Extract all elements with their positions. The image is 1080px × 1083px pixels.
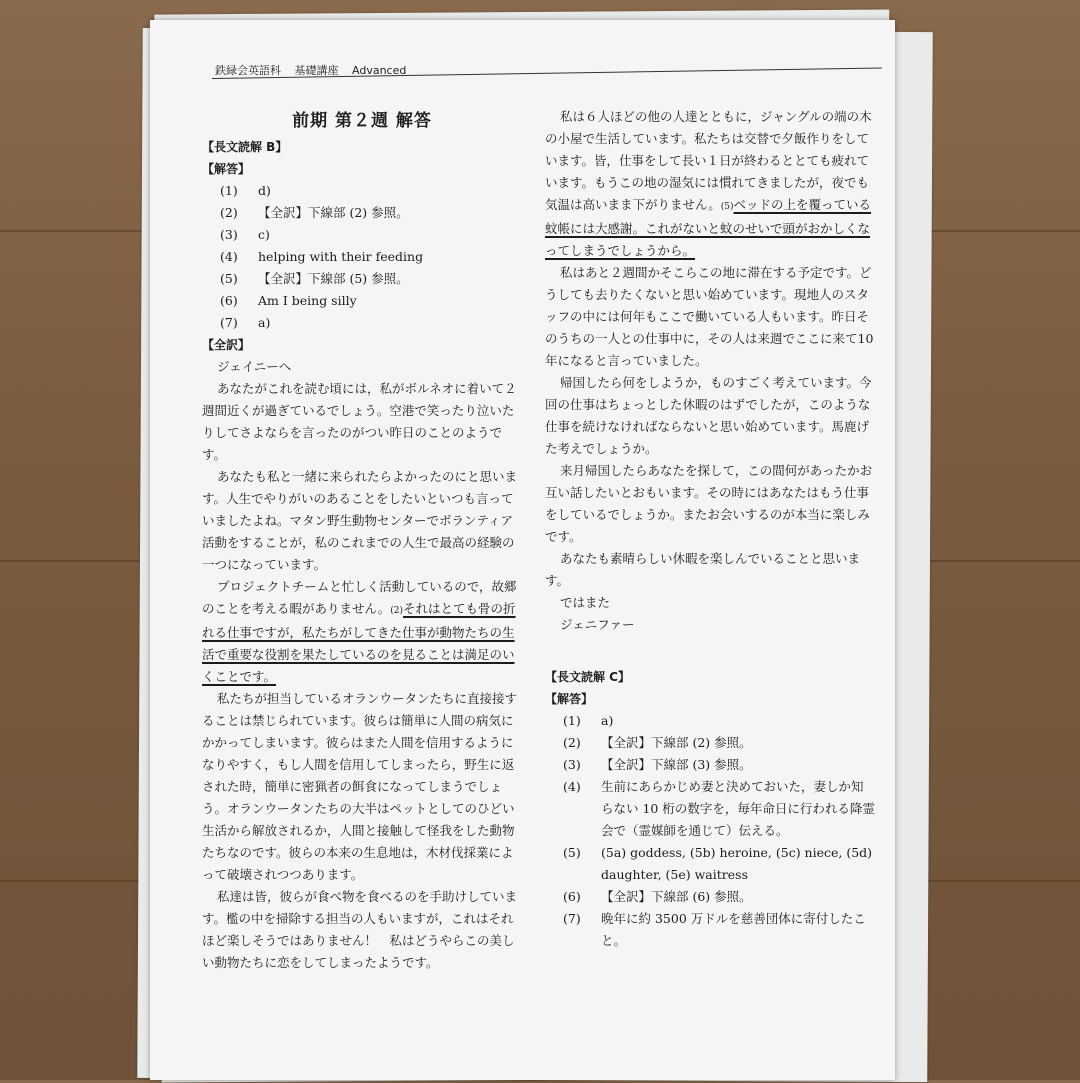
answer-text: helping with their feeding xyxy=(258,249,424,264)
answer-number: (3) xyxy=(563,757,581,772)
answer-item xyxy=(220,180,522,202)
answer-item xyxy=(563,842,875,886)
underlined-passage: それはとても骨の折れる仕事ですが，私たちがしてきた仕事が動物たちの生活で重要な役割を果たしているのを見ることは満足のいくことです。 xyxy=(202,601,516,684)
answer-text: 【全訳】下線部 (5) 参照。 xyxy=(258,271,409,286)
answer-number: (2) xyxy=(563,735,581,750)
header-level: Advanced xyxy=(352,64,407,77)
paragraph: 私たちが担当しているオランウータンたちに直接接することは禁じられています。彼らは簡単に人間の病気にかかってしまいます。彼らはまた人間を信用するようになりやすく，もし人間を信用してしまったら，野生に返された時，簡単に密猟者の餌食になってしまうでしょう。オランウータンたちの大半はペットとしてのひどい生活から解放されるか，人間と接触して怪我をした動物たちなのです。彼らの本来の生息地は，木材伐採業によって破壊されつつあります。 xyxy=(202,691,518,882)
answer-text: 晩年に約 3500 万ドルを慈善団体に寄付したこと。 xyxy=(601,911,866,948)
spacer xyxy=(545,636,875,666)
answer-text: c) xyxy=(258,227,270,242)
answer-item xyxy=(220,224,522,246)
answer-item xyxy=(563,732,875,754)
paragraph: あなたも私と一緒に来られたらよかったのにと思います。人生でやりがいのあることをしたいといつも言っていましたよね。マタン野生動物センターでボランティア活動をすることが，私のこれまでの人生で最高の経験の一つになっています。 xyxy=(202,469,518,572)
answer-number: (6) xyxy=(563,889,581,904)
answer-number: (7) xyxy=(220,315,238,330)
signature: ジェニファー xyxy=(560,617,635,632)
section-c-answers-label: 【解答】 xyxy=(545,692,594,706)
answer-item xyxy=(563,754,875,776)
answer-number: (1) xyxy=(220,183,238,198)
paragraph: 来月帰国したらあなたを探して，この間何があったかお互い話したいとおもいます。その時にはあなたはもう仕事をしているでしょうか。またお会いするのが本当に楽しみです。 xyxy=(545,463,873,544)
answer-item xyxy=(220,268,522,290)
answer-item xyxy=(563,710,875,732)
underline-marker: (2) xyxy=(390,606,404,616)
answer-item xyxy=(563,908,875,952)
paragraph-text: 私は６人ほどの他の人達とともに，ジャングルの端の木の小屋で生活しています。私たちは交替で夕飯作りをしています。皆，仕事をして長い１日が終わるととても疲れています。もうこの地の湿気には慣れてきましたが，夜でも気温は高いまま下がりません。 xyxy=(545,109,872,212)
paragraph: 私はあと２週間かそこらこの地に滞在する予定です。どうしても去りたくないと思い始めています。現地人のスタッフの中には何年もここで働いている人もいます。昨日そのうちの一人との仕事中に，その人は来週でここに来て10年になると言っていました。 xyxy=(545,265,874,368)
section-c-heading: 【長文読解 C】 xyxy=(545,670,630,684)
answer-text: a) xyxy=(601,713,614,728)
paragraph-text: プロジェクトチームと忙しく活動しているので，故郷のことを考える暇がありません。 xyxy=(202,579,517,616)
underlined-passage: ベッドの上を覆っている蚊帳には大感謝。これがないと蚊のせいで頭がおかしくなってしまうでしょうから。 xyxy=(545,197,872,258)
paragraph: 帰国したら何をしようか，ものすごく考えています。今回の仕事はちょっとした休暇のはずでしたが，このような仕事を続けなければならないと思い始めています。馬鹿げた考えでしょうか。 xyxy=(545,375,872,456)
answer-text: 【全訳】下線部 (3) 参照。 xyxy=(601,757,752,772)
underline-marker: (5) xyxy=(720,202,734,212)
answer-page xyxy=(150,20,895,1080)
answer-text: (5a) goddess, (5b) heroine, (5c) niece, (5d) daughter, (5e) waitress xyxy=(601,845,873,882)
answer-number: (1) xyxy=(563,713,581,728)
page-title: 前期 第２週 解答 xyxy=(292,111,432,131)
paragraph xyxy=(545,106,875,262)
answer-item xyxy=(220,202,522,224)
answer-text: 【全訳】下線部 (2) 参照。 xyxy=(601,735,752,750)
answer-text: 【全訳】下線部 (2) 参照。 xyxy=(258,205,409,220)
right-column xyxy=(545,106,875,952)
answer-item xyxy=(220,312,522,334)
paragraph xyxy=(202,576,522,688)
answer-item xyxy=(220,290,522,312)
answer-number: (2) xyxy=(220,205,238,220)
answer-item xyxy=(563,886,875,908)
answer-item xyxy=(220,246,522,268)
answer-number: (7) xyxy=(563,911,581,926)
answer-text: 生前にあらかじめ妻と決めておいた，妻しか知らない 10 桁の数字を，毎年命日に行われる降霊会で（霊媒師を通じて）伝える。 xyxy=(601,779,875,838)
section-b-heading: 【長文読解 B】 xyxy=(202,140,288,154)
answer-number: (4) xyxy=(220,249,238,264)
paragraph: あなたも素晴らしい休暇を楽しんでいることと思います。 xyxy=(545,551,861,588)
answer-number: (4) xyxy=(563,779,581,794)
left-column xyxy=(202,108,522,974)
answer-text: a) xyxy=(258,315,271,330)
answer-number: (5) xyxy=(563,845,581,860)
header-school: 鉄緑会英語科 xyxy=(215,64,281,77)
header-course: 基礎講座 xyxy=(294,64,339,77)
answer-number: (5) xyxy=(220,271,238,286)
answer-text: 【全訳】下線部 (6) 参照。 xyxy=(601,889,752,904)
answer-text: d) xyxy=(258,183,271,198)
section-b-answers-label: 【解答】 xyxy=(202,162,251,176)
answer-number: (3) xyxy=(220,227,238,242)
closing: ではまた xyxy=(560,595,611,610)
translation-label: 【全訳】 xyxy=(202,338,251,352)
answer-text: Am I being silly xyxy=(258,293,357,308)
paragraph: あなたがこれを読む頃には，私がボルネオに着いて２週間近くが過ぎているでしょう。空港で笑ったり泣いたりしてさよならを言ったのがつい昨日のことのようです。 xyxy=(202,381,517,462)
paragraph: 私達は皆，彼らが食べ物を食べるのを手助けしています。檻の中を掃除する担当の人もいますが，これはそれほど楽しそうではありません！ 私はどうやらこの美しい動物たちに恋をしてしまったようです。 xyxy=(202,889,518,970)
salutation: ジェイニーへ xyxy=(217,359,292,374)
answer-number: (6) xyxy=(220,293,238,308)
answer-item xyxy=(563,776,875,842)
